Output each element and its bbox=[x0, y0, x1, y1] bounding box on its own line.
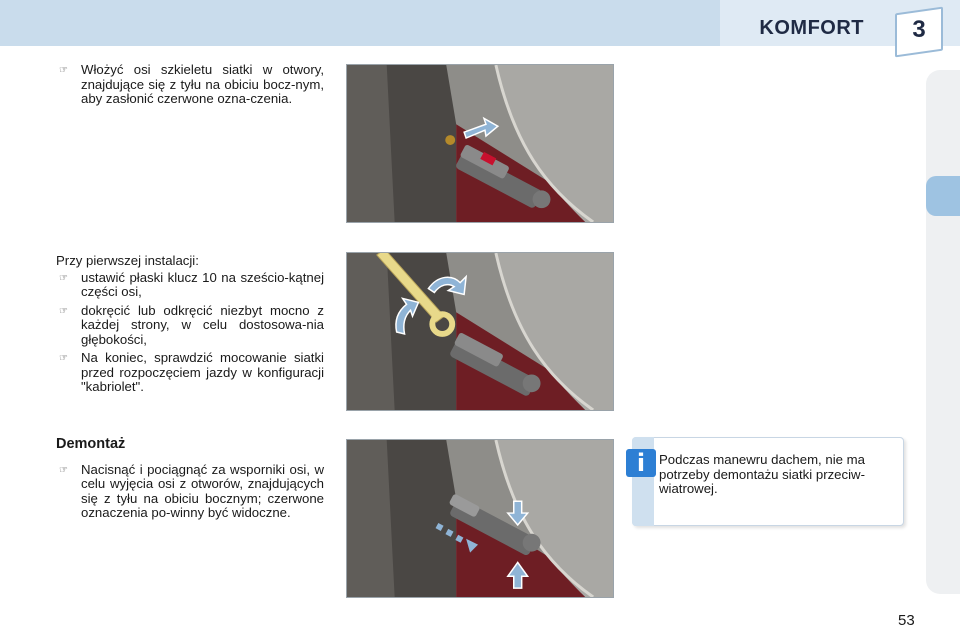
bullet-text: Nacisnąć i pociągnąć za wsporniki osi, w celu wyjęcia osi z otworów, znajdujących się z tyłu na obiciu bocznym; czerwone oznaczenia po-winny być widoczne. bbox=[81, 461, 324, 520]
bullet-item bbox=[56, 304, 324, 348]
pointing-hand-icon: ☞ bbox=[59, 65, 68, 76]
illustration-adjust-depth bbox=[346, 252, 614, 411]
intro-text: Przy pierwszej instalacji: bbox=[56, 253, 199, 268]
page-number: 53 bbox=[898, 612, 915, 629]
bullet-text: dokręcić lub odkręcić niezbyt mocno z każdej strony, w celu dostosowa-nia głębokości, bbox=[81, 302, 324, 347]
chapter-number: 3 bbox=[912, 16, 926, 43]
info-icon: i bbox=[626, 449, 656, 477]
instruction-block-first-install bbox=[56, 254, 324, 399]
side-panel bbox=[926, 70, 960, 594]
chapter-tab bbox=[895, 10, 943, 54]
bullet-item bbox=[56, 351, 324, 395]
pointing-hand-icon: ☞ bbox=[59, 353, 68, 364]
pointing-hand-icon: ☞ bbox=[59, 464, 68, 476]
bullet-text: Na koniec, sprawdzić mocowanie siatki przed rozpoczęciem jazdy w konfiguracji "kabriolet". bbox=[81, 350, 324, 394]
instruction-block-install bbox=[56, 63, 324, 111]
bullet-text: ustawić płaski klucz 10 na sześcio-kątnej części osi, bbox=[81, 269, 324, 299]
bullet-item bbox=[56, 271, 324, 300]
bullet-item bbox=[56, 63, 324, 107]
illustration-insert-axle bbox=[346, 64, 614, 223]
illustration-drawing bbox=[347, 253, 613, 410]
illustration-removal bbox=[346, 439, 614, 598]
info-text: Podczas manewru dachem, nie ma potrzeby demontażu siatki przeciw-wiatrowej. bbox=[659, 452, 865, 496]
bullet-text: Włożyć osi szkieletu siatki w otwory, znajdujące się z tyłu na obiciu bocz-nym, aby zasłonić czerwone ozna-czenia. bbox=[81, 62, 324, 106]
section-title: KOMFORT bbox=[759, 17, 864, 39]
instruction-block-removal bbox=[56, 437, 324, 525]
pointing-hand-icon: ☞ bbox=[59, 272, 68, 284]
bullet-item bbox=[56, 463, 324, 521]
illustration-drawing bbox=[347, 440, 613, 597]
section-heading: Demontaż bbox=[56, 436, 126, 452]
side-chapter-marker bbox=[926, 176, 960, 216]
pointing-hand-icon: ☞ bbox=[59, 305, 68, 317]
illustration-drawing bbox=[347, 65, 613, 222]
